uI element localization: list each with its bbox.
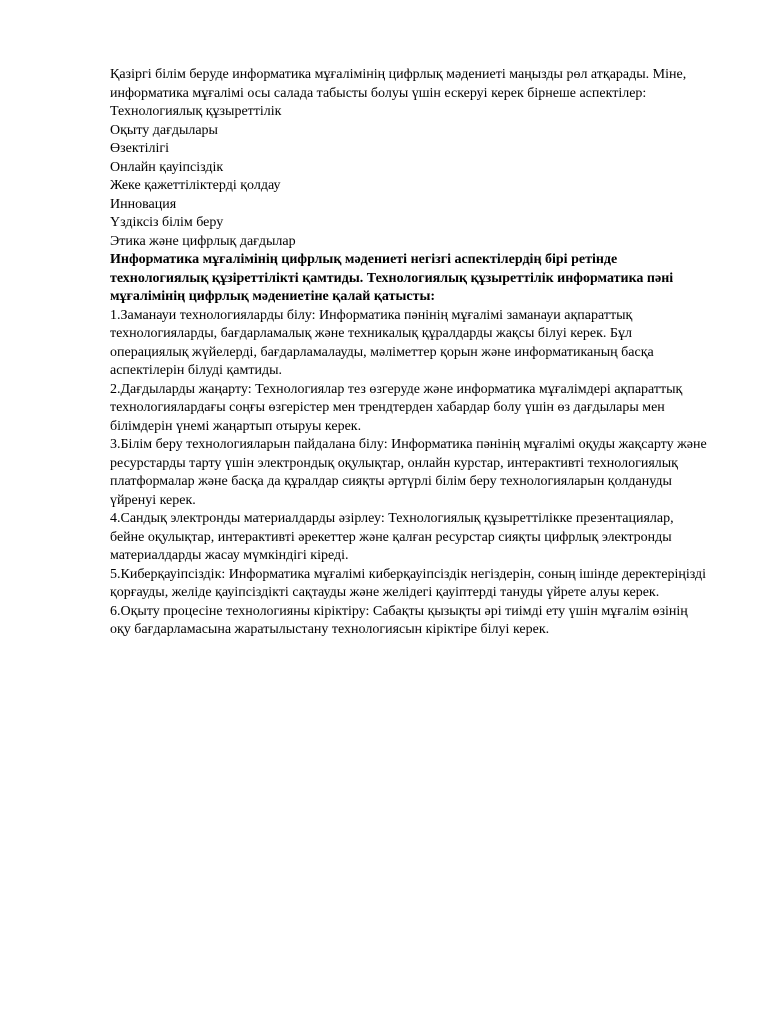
list-item: Үздіксіз білім беру (110, 215, 224, 230)
document-page (110, 66, 710, 640)
aspects-list (110, 103, 710, 251)
numbered-point: 6.Оқыту процесіне технологияны кіріктіру: Сабақты қызықты әрі тиімді ету үшін мұғалім өзінің оқу бағдарламасына жаратылыстану технологиясын кіріктіре білуі керек. (110, 603, 688, 637)
list-item: Инновация (110, 196, 177, 212)
numbered-point: 1.Заманауи технологияларды білу: Информатика пәнінің мұғалімі заманауи ақпараттық технологияларды, бағдарламалық және техникалық құралдарды жақсы білуі керек. Бұл операциялық жүйелерді, бағдарламалауды, мәліметтер қорын және информатиканың басқа аспектілерін білуді қамтиды. (110, 307, 654, 378)
numbered-point: 4.Сандық электронды материалдарды әзірлеу: Технологиялық құзыреттілікке презентациялар, бейне оқулықтар, интерактивті әрекеттер және қалған ресурстар сияқты цифрлық электронды материалдарды жасау мүмкіндігі кіреді. (110, 511, 674, 563)
list-item: Онлайн қауіпсіздік (110, 159, 224, 175)
numbered-point: 5.Киберқауіпсіздік: Информатика мұғалімі киберқауіпсіздік негіздерін, соның ішінде деректеріңізді қорғауды, желіде қауіпсіздікті сақтауды және желідегі қауіптерді тануды үйрете алуы керек. (110, 566, 707, 600)
section-heading: Информатика мұғалімінің цифрлық мәдениеті негізгі аспектілердің бірі ретінде технологиялық құзіреттілікті қамтиды. Технологиялық құзыреттілік информатика пәні мұғалімінің цифрлық мәдениетіне қалай қатысты: (110, 252, 674, 304)
list-item: Өзектілігі (110, 141, 169, 156)
numbered-point: 2.Дағдыларды жаңарту: Технологиялар тез өзгеруде және информатика мұғалімдері ақпараттық технологиялардағы соңғы өзгерістер мен трендтерден хабардар болу үшін өз дағдылары мен білімдерін үнемі жаңартып отыруы керек. (110, 381, 683, 434)
list-item: Этика және цифрлық дағдылар (110, 233, 296, 249)
list-item: Оқыту дағдылары (110, 122, 218, 138)
numbered-point: 3.Білім беру технологияларын пайдалана білу: Информатика пәнінің мұғалімі оқуды жақсарту және ресурстарды тарту үшін электрондық оқулықтар, онлайн курстар, интерактивті технологиялық платформалар және басқа да құралдар сияқты әртүрлі білім беру технологияларын қолдануды үйренуі керек. (110, 437, 707, 508)
list-item: Технологиялық құзыреттілік (110, 104, 282, 119)
list-item: Жеке қажеттіліктерді қолдау (110, 178, 281, 193)
intro-paragraph: Қазіргі білім беруде информатика мұғалімінің цифрлық мәдениеті маңызды рөл атқарады. Міне, информатика мұғалімі осы салада табысты болуы үшін ескеруі керек бірнеше аспектілер: (110, 67, 687, 101)
